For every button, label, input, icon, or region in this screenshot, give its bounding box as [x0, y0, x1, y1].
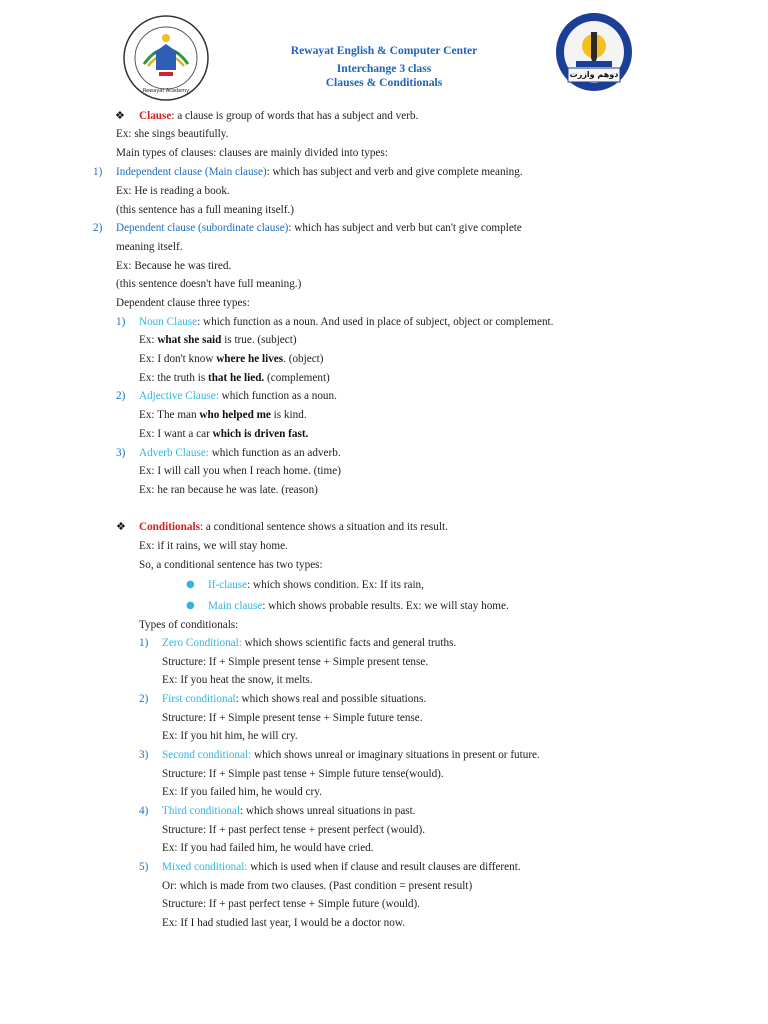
- first-example: Ex: If you hit him, he will cry.: [162, 730, 298, 742]
- conditionals-example: Ex: if it rains, we will stay home.: [139, 540, 288, 552]
- list-number: 3): [139, 749, 149, 761]
- adverb-example-1: Ex: I will call you when I reach home. (time): [139, 465, 341, 477]
- conditional-types-intro: Types of conditionals:: [139, 619, 239, 631]
- ministry-logo: [554, 12, 634, 94]
- adverb-clause-definition: Adverb Clause: which function as an adverb.: [139, 447, 341, 459]
- rewayat-academy-logo: [122, 14, 210, 102]
- mixed-structure: Structure: If + past perfect tense + Simple future (would).: [162, 898, 421, 910]
- list-number: 1): [116, 316, 126, 328]
- list-number: 2): [139, 693, 149, 705]
- list-number: 2): [93, 222, 103, 234]
- dependent-example: Ex: Because he was tired.: [116, 260, 232, 272]
- zero-example: Ex: If you heat the snow, it melts.: [162, 674, 313, 686]
- second-example: Ex: If you failed him, he would cry.: [162, 786, 322, 798]
- adjective-example-2: Ex: I want a car which is driven fast.: [139, 428, 309, 440]
- clause-example: Ex: she sings beautifully.: [116, 128, 229, 140]
- dependent-types-intro: Dependent clause three types:: [116, 297, 250, 309]
- independent-example: Ex: He is reading a book.: [116, 185, 230, 197]
- second-structure: Structure: If + Simple past tense + Simple future tense(would).: [162, 768, 444, 780]
- adjective-clause-definition: Adjective Clause: which function as a noun.: [139, 390, 337, 402]
- if-clause-definition: If-clause: which shows condition. Ex: If its rain,: [208, 579, 424, 591]
- independent-clause-definition: Independent clause (Main clause): which has subject and verb and give complete meaning.: [116, 166, 523, 178]
- clause-main-types: Main types of clauses: clauses are mainly divided into types:: [116, 147, 388, 159]
- right-logo-text: دوهم وازرت: [569, 70, 619, 79]
- adverb-example-2: Ex: he ran because he was late. (reason): [139, 484, 318, 496]
- noun-example-3: Ex: the truth is that he lied. (complement): [139, 372, 330, 384]
- center-name: Rewayat English & Computer Center: [290, 44, 478, 57]
- list-number: 1): [93, 166, 103, 178]
- list-number: 4): [139, 805, 149, 817]
- clause-definition: Clause: a clause is group of words that has a subject and verb.: [139, 110, 419, 122]
- conditionals-two-types: So, a conditional sentence has two types:: [139, 559, 323, 571]
- class-name: Interchange 3 class: [336, 62, 432, 75]
- noun-example-1: Ex: what she said is true. (subject): [139, 334, 297, 346]
- topic-title: Clauses & Conditionals: [325, 76, 443, 89]
- round-bullet-icon: ●: [186, 600, 195, 611]
- dependent-definition-cont: meaning itself.: [116, 241, 183, 253]
- list-number: 5): [139, 861, 149, 873]
- third-example: Ex: If you had failed him, he would have cried.: [162, 842, 374, 854]
- round-bullet-icon: ●: [186, 579, 195, 590]
- dependent-note: (this sentence doesn't have full meaning.): [116, 278, 302, 290]
- independent-note: (this sentence has a full meaning itself.): [116, 204, 295, 216]
- first-structure: Structure: If + Simple present tense + Simple future tense.: [162, 712, 423, 724]
- zero-conditional-definition: Zero Conditional: which shows scientific facts and general truths.: [162, 637, 457, 649]
- list-number: 1): [139, 637, 149, 649]
- diamond-bullet-icon: ❖: [115, 109, 125, 122]
- left-logo-text: Rewayat Academy: [142, 88, 190, 94]
- list-number: 3): [116, 447, 126, 459]
- diamond-bullet-icon: ❖: [116, 520, 126, 533]
- zero-structure: Structure: If + Simple present tense + Simple present tense.: [162, 656, 429, 668]
- mixed-alt-definition: Or: which is made from two clauses. (Past condition = present result): [162, 880, 473, 892]
- conditionals-definition: Conditionals: a conditional sentence shows a situation and its result.: [139, 521, 448, 533]
- list-number: 2): [116, 390, 126, 402]
- third-structure: Structure: If + past perfect tense + present perfect (would).: [162, 824, 425, 836]
- second-conditional-definition: Second conditional: which shows unreal or imaginary situations in present or future.: [162, 749, 540, 761]
- third-conditional-definition: Third conditional: which shows unreal situations in past.: [162, 805, 416, 817]
- mixed-conditional-definition: Mixed conditional: which is used when if clause and result clauses are different.: [162, 861, 521, 873]
- dependent-clause-definition: Dependent clause (subordinate clause): which has subject and verb but can't give complete: [116, 222, 522, 234]
- noun-example-2: Ex: I don't know where he lives. (object): [139, 353, 324, 365]
- noun-clause-definition: Noun Clause: which function as a noun. And used in place of subject, object or complement.: [139, 316, 554, 328]
- main-clause-definition: Main clause: which shows probable results. Ex: we will stay home.: [208, 600, 509, 612]
- adjective-example-1: Ex: The man who helped me is kind.: [139, 409, 307, 421]
- mixed-example: Ex: If I had studied last year, I would be a doctor now.: [162, 917, 406, 929]
- first-conditional-definition: First conditional: which shows real and possible situations.: [162, 693, 427, 705]
